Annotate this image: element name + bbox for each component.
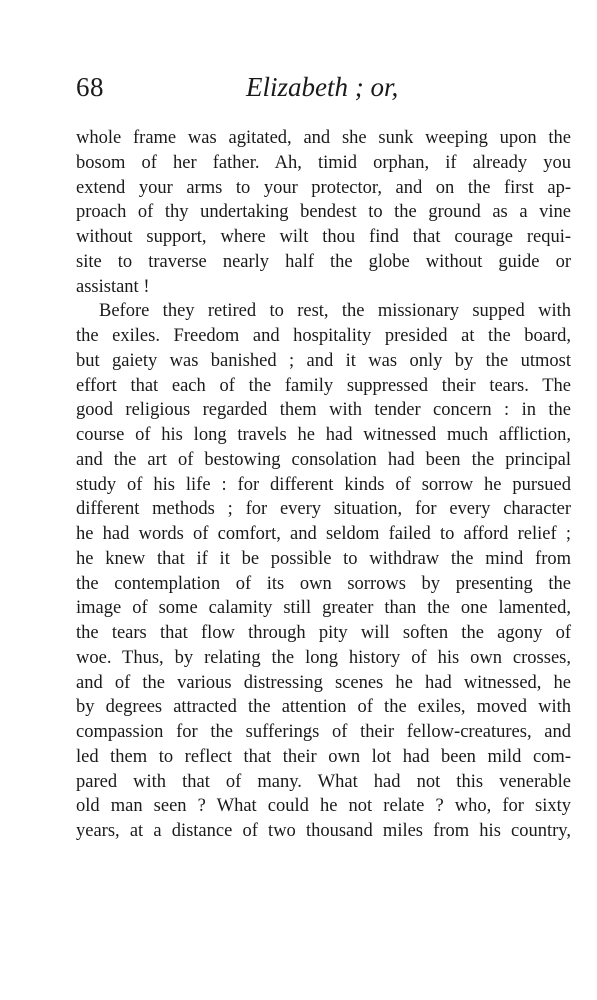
text-line: image of some calamity still greater than the one lamented, [76,598,571,619]
text-line: but gaiety was banished ; and it was only by the utmost [76,350,571,371]
page-header [76,72,571,112]
text-line: different methods ; for every situation, for every character [76,499,571,520]
text-line: extend your arms to your protector, and on the first ap- [76,177,571,198]
paragraph [76,126,571,299]
text-line: effort that each of the family suppressed their tears. The [76,375,571,396]
text-line: good religious regarded them with tender concern : in the [76,400,571,421]
text-line: woe. Thus, by relating the long history of his own crosses, [76,647,571,668]
text-line: the tears that flow through pity will soften the agony of [76,623,571,643]
text-line: without support, where wilt thou find that courage requi- [76,227,571,247]
text-line: whole frame was agitated, and she sunk weeping upon the [76,128,571,148]
text-line: the exiles. Freedom and hospitality presided at the board, [76,326,571,346]
text-line: assistant ! [76,276,150,297]
body-text [76,126,571,844]
text-line: by degrees attracted the attention of the exiles, moved with [76,697,571,718]
text-line: led them to reflect that their own lot had been mild com- [76,746,571,767]
text-line: and of the various distressing scenes he had witnessed, he [76,672,571,693]
text-line: and the art of bestowing consolation had been the principal [76,449,571,470]
text-line: the contemplation of its own sorrows by presenting the [76,573,571,594]
text-line: pared with that of many. What had not this venerable [76,771,571,792]
text-line: proach of thy undertaking bendest to the ground as a vine [76,202,571,223]
text-line: study of his life : for different kinds of sorrow he pursued [76,474,571,495]
text-line: he had words of comfort, and seldom failed to afford relief ; [76,524,571,544]
text-line: site to traverse nearly half the globe without guide or [76,251,571,272]
running-title: Elizabeth ; or, [246,72,399,102]
text-line: years, at a distance of two thousand miles from his country, [76,821,571,841]
paragraph [76,299,571,844]
text-line: bosom of her father. Ah, timid orphan, if already you [76,152,571,173]
text-line: compassion for the sufferings of their fellow-creatures, and [76,722,571,742]
text-line: Before they retired to rest, the missionary supped with [99,301,571,322]
text-line: course of his long travels he had witnessed much affliction, [76,425,571,445]
text-line: old man seen ? What could he not relate ? who, for sixty [76,796,571,817]
page-number: 68 [76,72,104,102]
text-line: he knew that if it be possible to withdraw the mind from [76,548,571,569]
